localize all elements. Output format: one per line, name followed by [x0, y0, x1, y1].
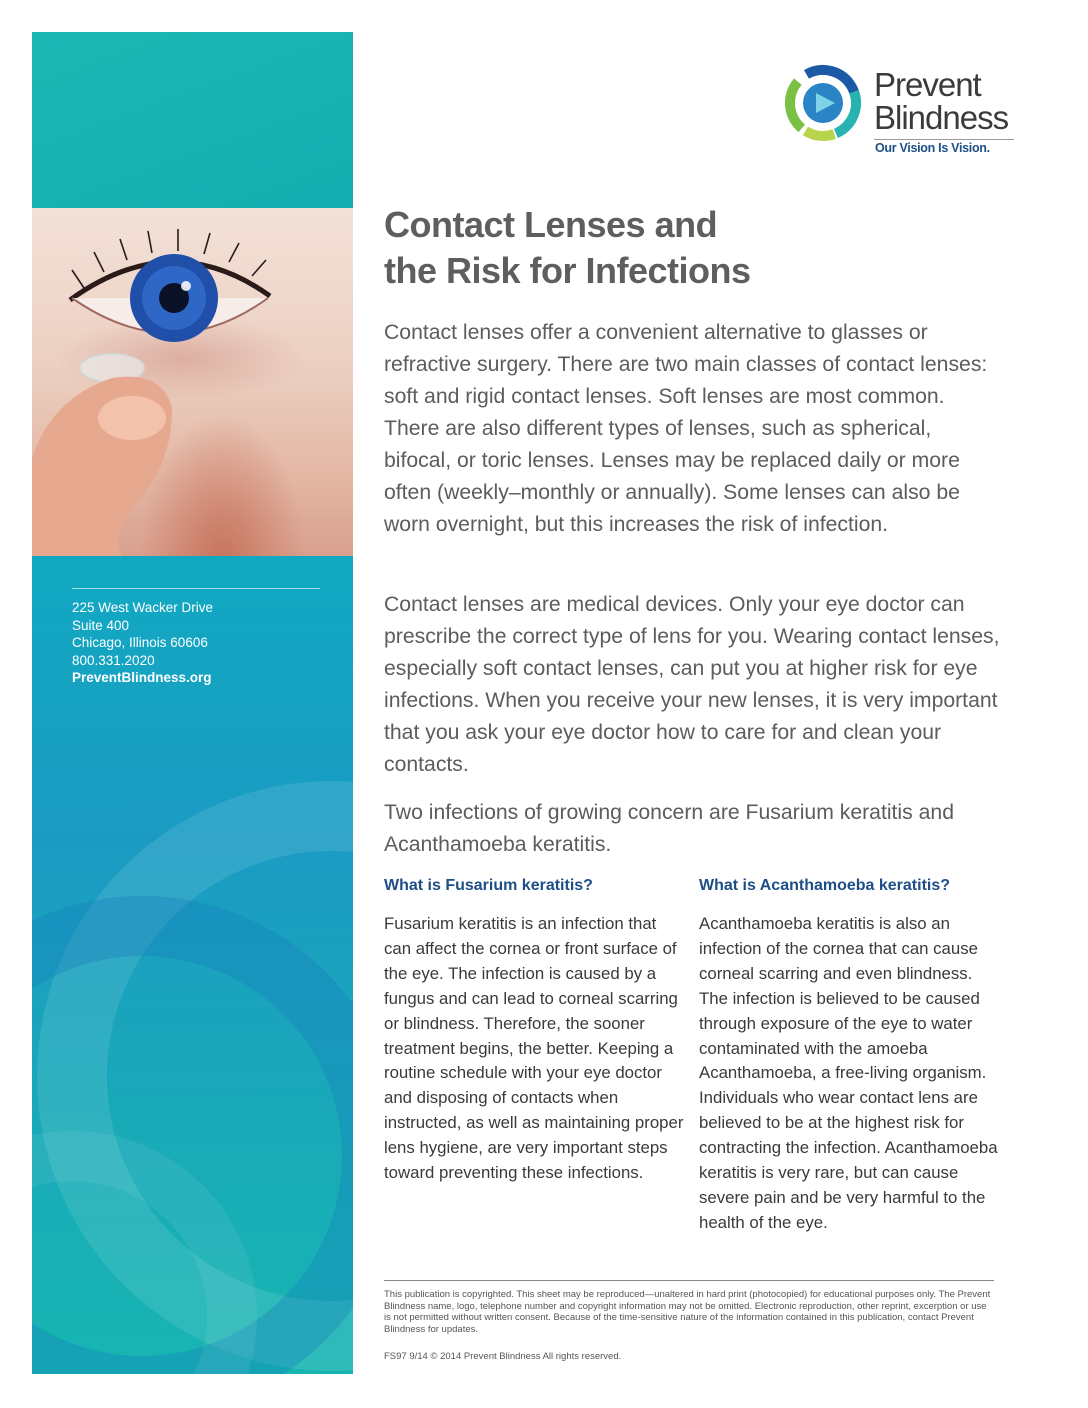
website-link[interactable]: PreventBlindness.org: [72, 670, 212, 686]
intro-paragraph-3: Two infections of growing concern are Fusarium keratitis and Acanthamoeba keratitis.: [384, 801, 954, 856]
eye-photo-illustration: [32, 208, 353, 556]
legal-notice: This publication is copyrighted. This sheet may be reproduced—unaltered in hard print (photocopied) for educational purposes only. The Prevent Blindness name, logo, telephone number and copyright information may not be omitted. Electronic reproduction, other reprint, excerption or use is not permitted without written consent. Because of the time-sensitive nature of the information contained in this publication, contact Prevent Blindness for updates.: [384, 1289, 991, 1335]
logo-wordmark: [874, 68, 1008, 134]
copyright-line: FS97 9/14 © 2014 Prevent Blindness All rights reserved.: [384, 1351, 622, 1362]
acanthamoeba-heading: What is Acanthamoeba keratitis?: [699, 877, 951, 894]
address-street: 225 West Wacker Drive: [72, 600, 214, 615]
address-city: Chicago, Illinois 60606: [72, 635, 208, 651]
logo-name-line2: Blindness: [874, 99, 1009, 136]
acanthamoeba-section: [699, 872, 999, 1236]
contact-address: [72, 599, 213, 687]
fusarium-heading: What is Fusarium keratitis?: [384, 877, 593, 894]
footer-divider: [384, 1280, 994, 1281]
address-suite: Suite 400: [72, 617, 130, 633]
logo-name-line1: Prevent: [874, 66, 981, 103]
sidebar-top-band: [32, 32, 353, 208]
eye-logo-icon: [782, 62, 864, 144]
sidebar-bottom-band: [32, 556, 353, 1374]
intro-paragraph-2: Contact lenses are medical devices. Only your eye doctor can prescribe the correct type of lens for you. Wearing contact lenses, especially soft contact lenses, can put you at higher risk for eye infections. When you receive your new lenses, it is very important that you ask your eye doctor how to care for and clean your contacts.: [384, 593, 1000, 776]
title-line-2: the Risk for Infections: [384, 250, 751, 291]
logo-tagline: Our Vision Is Vision.: [875, 141, 990, 155]
fusarium-section: [384, 872, 684, 1186]
intro-paragraph-1: Contact lenses offer a convenient alternative to glasses or refractive surgery. There are two main classes of contact lenses: soft and rigid contact lenses. Soft lenses are most common. There are also different types of lenses, such as spherical, bifocal, or toric lenses. Lenses may be replaced daily or more often (weekly–monthly or annually). Some lenses can also be worn overnight, but this increases the risk of infection.: [384, 321, 988, 536]
page-title: [384, 202, 1004, 294]
prevent-blindness-logo: [782, 62, 1022, 162]
address-phone: 800.331.2020: [72, 652, 155, 668]
acanthamoeba-body: Acanthamoeba keratitis is also an infection of the cornea that can cause corneal scarring and even blindness. The infection is believed to be caused through exposure of the eye to water contaminated with the amoeba Acanthamoeba, a free-living organism. Individuals who wear contact lens are believed to be at the highest risk for contracting the infection. Acanthamoeba keratitis is very rare, but can cause severe pain and be very harmful to the health of the eye.: [699, 914, 998, 1232]
logo-divider: [874, 139, 1014, 140]
eye-contact-lens-photo: [32, 208, 353, 556]
address-divider: [72, 588, 320, 589]
fusarium-body: Fusarium keratitis is an infection that can affect the cornea or front surface of the eye. The infection is caused by a fungus and can lead to corneal scarring or blindness. Therefore, the sooner treatment begins, the better. Keeping a routine schedule with your eye doctor and disposing of contacts when instructed, as well as maintaining proper lens hygiene, are very important steps toward preventing these infections.: [384, 914, 684, 1183]
title-line-1: Contact Lenses and: [384, 204, 718, 245]
